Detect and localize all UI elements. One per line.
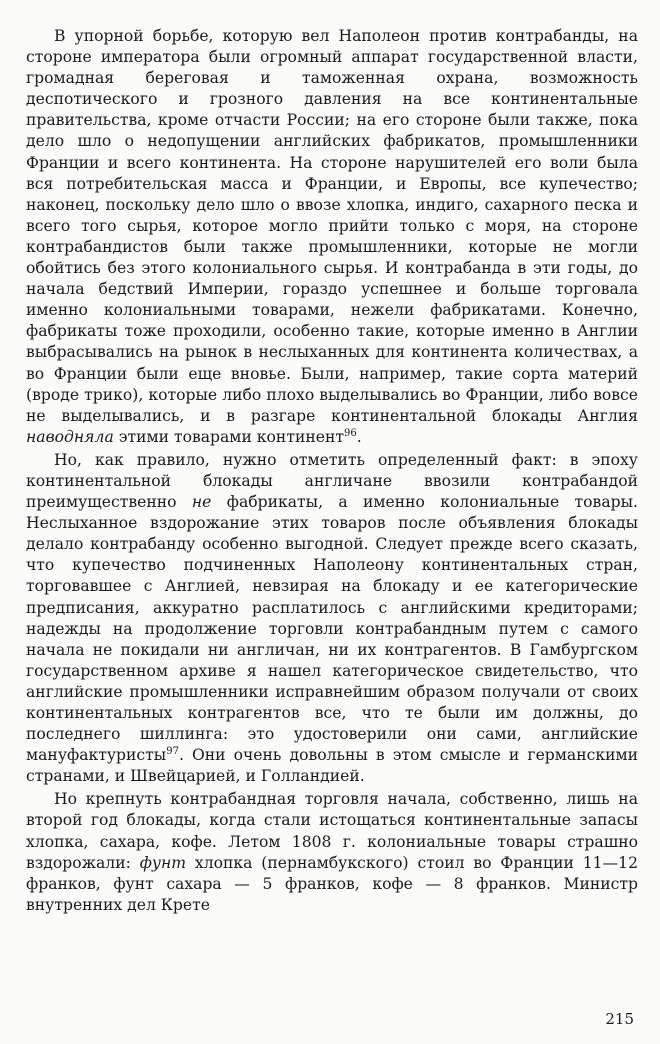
paragraph-text: этими товарами континент [113,427,344,446]
paragraph-2 [26,450,638,788]
paragraph-text: хлопка (пернамбукского) стоил во Франции 11—12 франков, фунт сахара — 5 франков, кофе — 8 франков. Министр внутренних дел Крете [26,853,638,914]
paragraph-text: фабрикаты, а именно колониальные товары. Неслыханное вздорожание этих товаров после объявления блокады делало контрабанду особенно выгодной. Следует прежде всего сказать, что купечество подчиненных Наполеону континентальных стран, торговавшее с Англией, невзирая на блокаду и ее категорические предписания, аккуратно расплатилось с английскими кредиторами; надежды на продолжение торговли контрабандным путем с самого начала не покидали ни англичан, ни их контрагентов. В Гамбургском государственном архиве я нашел категорическое свидетельство, что английские промышленники исправнейшим образом получали от своих континентальных контрагентов все, что те были им должны, до последнего шиллинга: это удостоверили они сами, английские мануфактуристы [26,493,638,765]
page-number: 215 [605,1010,634,1028]
emphasis-text: наводняла [26,427,114,446]
emphasis-text: не [191,493,212,512]
paragraph-text: Но, как правило, нужно отметить определенный факт: в эпоху континентальной блокады англичане ввозили контрабандой преимущественно [26,450,638,512]
paragraph-1 [26,26,638,448]
paragraph-text: . [356,427,362,446]
paragraph-text: . Они очень довольны в этом смысле и германскими странами, и Швейцарией, и Голландией. [26,746,638,786]
body-text [26,26,638,916]
paragraph-text: Но крепнуть контрабандная торговля начала, собственно, лишь на второй год блокады, когда стали истощаться континентальные запасы хлопка, сахара, кофе. Летом 1808 г. колониальные товары страшно вздорожали: [26,790,638,872]
emphasis-text: фунт [139,853,187,872]
footnote-marker: 97 [166,746,179,757]
paragraph-3 [26,789,638,916]
paragraph-text: В упорной борьбе, которую вел Наполеон против контрабанды, на стороне императора были огромный аппарат государственной власти, громадная береговая и таможенная охрана, возможность деспотического и грозного давления на все континентальные правительства, кроме отчасти России; на его стороне были также, пока дело шло о недопущении английских фабрикатов, промышленники Франции и всего континента. На стороне нарушителей его воли была вся потребительская масса и Франции, и Европы, все купечество; наконец, поскольку дело шло о ввозе хлопка, индиго, сахарного песка и всего того сырья, которое могло прийти только с моря, на стороне контрабандистов были также промышленники, которые не могли обойтись без этого колониального сырья. И контрабанда в эти годы, до начала бедствий Империи, гораздо успешнее и больше торговала именно колониальными товарами, нежели фабрикатами. Конечно, фабрикаты тоже проходили, особенно такие, которые именно в Англии выбрасывались на рынок в неслыханных для континента количествах, а во Франции были еще вновье. Были, например, такие сорта материй (вроде трико), которые либо плохо выделывались во Франции, либо вовсе не выделывались, и в разгаре континентальной блокады Англия [26,27,638,425]
footnote-marker: 96 [343,427,357,439]
